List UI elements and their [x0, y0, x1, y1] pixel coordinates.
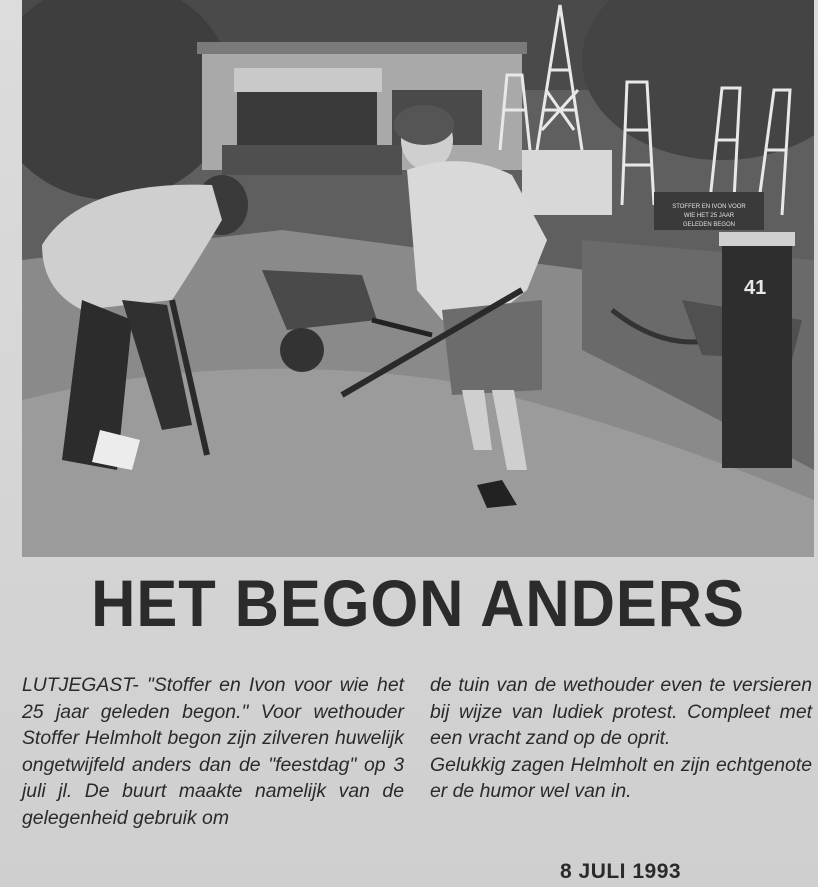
protest-sign-text: STOFFER EN IVON VOOR: [672, 204, 746, 210]
sign-board-back: [522, 150, 612, 215]
publication-date: 8 JULI 1993: [560, 860, 682, 883]
article-left-column: [22, 672, 404, 831]
news-photo: [22, 0, 814, 557]
house: [197, 42, 527, 175]
article-body: [22, 672, 814, 884]
mailbox-number: 41: [744, 277, 767, 299]
svg-text:WIE HET 25 JAAR: WIE HET 25 JAAR: [683, 213, 735, 219]
article-paragraph: de tuin van de wethouder even te versieren bij wijze van ludiek protest. Compleet met een vracht zand op de oprit.: [430, 674, 812, 749]
article-right-column: [430, 672, 812, 805]
mailbox: [719, 232, 795, 468]
svg-text:GELEDEN BEGON: GELEDEN BEGON: [682, 222, 736, 228]
headline: HET BEGON ANDERS: [91, 566, 745, 640]
article-paragraph: Gelukkig zagen Helmholt en zijn echtgenote er de humor wel van in.: [430, 753, 812, 802]
article-paragraph: LUTJEGAST- "Stoffer en Ivon voor wie het 25 jaar geleden begon." Voor wethouder Stoffer Helmholt begon zijn zilveren huwelijk ongetwijfeld anders dan de "feestdag" op 3 juli jl. De buurt maakte namelijk van de gelegenheid gebruik om: [22, 674, 404, 829]
